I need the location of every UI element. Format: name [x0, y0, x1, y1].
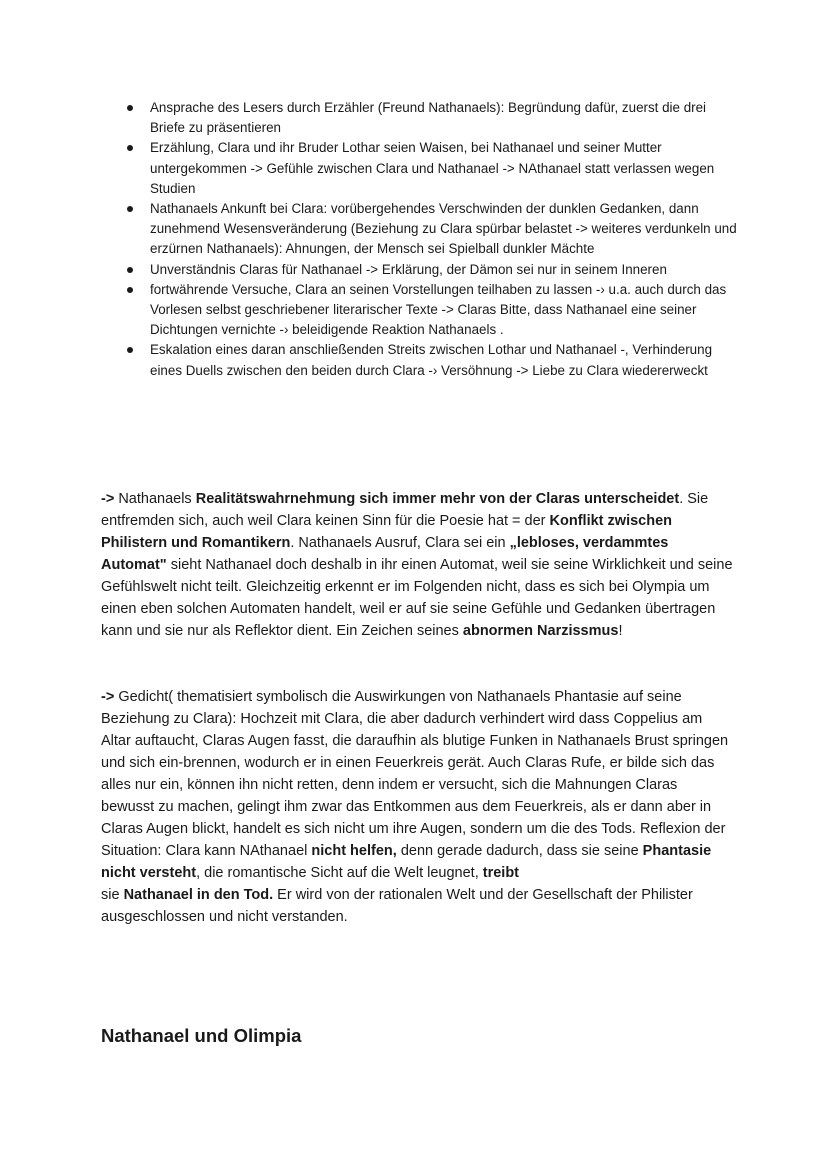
- bold-phrase: „lebloses, verdammtes Automat": [101, 535, 669, 573]
- text-run: . Sie entfremden sich, auch weil Clara keinen Sinn für die Poesie hat = der: [101, 491, 709, 529]
- arrow-marker: ->: [101, 491, 115, 507]
- bullet-item: Erzählung, Clara und ihr Bruder Lothar seien Waisen, bei Nathanael und seiner Mutter untergekommen -> Gefühle zwischen Clara und Nathanael -> NAthanael statt verlassen wegen Studien: [150, 138, 740, 199]
- paragraph-reality-perception: [101, 488, 733, 642]
- bullet-item: Nathanaels Ankunft bei Clara: vorübergehendes Verschwinden der dunklen Gedanken, dann zunehmend Wesensveränderung (Beziehung zu Clara spürbar belastet -> weiteres verdunkeln und erzürnen Nathanaels): Ahnungen, der Mensch sei Spielball dunkler Mächte: [150, 199, 740, 260]
- bullet-item: Eskalation eines daran anschließenden Streits zwischen Lothar und Nathanael -, Verhinderung eines Duells zwischen den beiden durch Clara -› Versöhnung -> Liebe zu Clara wiedererweckt: [150, 340, 740, 380]
- text-run: sieht Nathanael doch deshalb in ihr einen Automat, weil sie seine Wirklichkeit und seine Gefühlswelt nicht teilt. Gleichzeitig erkennt er im Folgenden nicht, dass es sich bei Olympia um einen eben solchen Automaten handelt, weil er auf sie seine Gefühle und Gedanken übertragen kann und sie nur als Reflektor dient. Ein Zeichen seines: [101, 557, 733, 639]
- summary-bullet-list: [150, 98, 740, 381]
- text-run: Gedicht( thematisiert symbolisch die Auswirkungen von Nathanaels Phantasie auf seine Beziehung zu Clara): Hochzeit mit Clara, die aber dadurch verhindert wird dass Coppelius am Altar auftaucht, Claras Augen fasst, die daraufhin als blutige Funken in Nathanaels Brust springen und sich ein-brennen, wodurch er in einen Feuerkreis gerät. Auch Claras Rufe, er bilde sich das alles nur ein, können ihn nicht retten, denn indem er versucht, sich die Mahnungen Claras bewusst zu machen, gelingt ihm zwar das Entkommen aus dem Feuerkreis, als er dann aber in Claras Augen blickt, handelt es sich nicht um ihre Augen, sondern um die des Tods. Reflexion der Situation: Clara kann NAthanael: [101, 689, 729, 859]
- bold-phrase: Konflikt zwischen Philistern und Romantikern: [101, 513, 673, 551]
- bold-phrase: Phantasie nicht versteht: [101, 843, 712, 881]
- bold-phrase: abnormen Narzissmus: [462, 623, 619, 639]
- bold-phrase: Nathanael in den Tod.: [123, 887, 274, 903]
- text-run: sie: [101, 887, 124, 903]
- text-run: !: [618, 623, 623, 639]
- text-run: denn gerade dadurch, dass sie seine: [396, 843, 643, 859]
- bold-phrase: Realitätswahrnehmung sich immer mehr von der Claras unterscheidet: [195, 491, 680, 507]
- text-run: , die romantische Sicht auf die Welt leugnet,: [196, 865, 483, 881]
- bold-phrase: nicht helfen,: [311, 843, 397, 859]
- text-run: Er wird von der rationalen Welt und der Gesellschaft der Philister ausgeschlossen und nicht verstanden.: [101, 887, 693, 925]
- bullet-item: Unverständnis Claras für Nathanael -> Erklärung, der Dämon sei nur in seinem Inneren: [150, 260, 740, 280]
- paragraph-poem: [101, 686, 733, 928]
- arrow-marker: ->: [101, 689, 115, 705]
- text-run: . Nathanaels Ausruf, Clara sei ein: [290, 535, 510, 551]
- bold-phrase: treibt: [482, 865, 520, 881]
- text-run: Nathanaels: [114, 491, 196, 507]
- bullet-item: fortwährende Versuche, Clara an seinen Vorstellungen teilhaben zu lassen -› u.a. auch durch das Vorlesen selbst geschriebener literarischer Texte -> Claras Bitte, dass Nathanael eine seiner Dichtungen vernichte -› beleidigende Reaktion Nathanaels .: [150, 280, 740, 341]
- bullet-item: Ansprache des Lesers durch Erzähler (Freund Nathanaels): Begründung dafür, zuerst die drei Briefe zu präsentieren: [150, 98, 740, 138]
- section-heading: Nathanael und Olimpia: [101, 1025, 302, 1046]
